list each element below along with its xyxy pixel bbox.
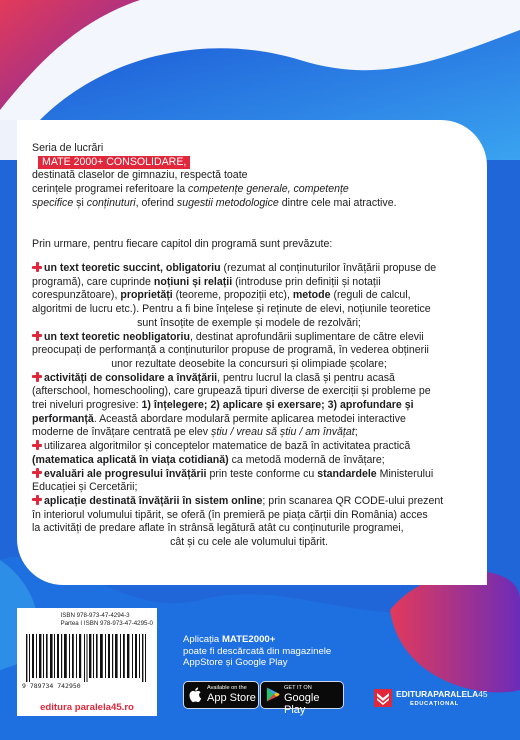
- item-text: corespunzătoare),: [32, 289, 121, 302]
- series-description: [32, 142, 484, 211]
- series-text: , oferind: [135, 196, 177, 209]
- app-name: MATE2000+: [221, 634, 276, 645]
- item-bold: performanță: [32, 412, 94, 425]
- store-caption: Available on the: [207, 685, 247, 691]
- item-text: ca metodă modernă de învățare;: [228, 453, 385, 466]
- app-info-text: poate fi descărcată din magazinele: [183, 645, 332, 657]
- google-play-icon: [266, 686, 280, 703]
- app-info-text: Aplicația: [183, 634, 222, 645]
- item-text: preocupați de performanță a conținuturilor propuse de programă, în vederea obținerii: [32, 344, 429, 357]
- series-italic: sugestii metodologice: [176, 196, 279, 209]
- google-play-button[interactable]: [260, 681, 344, 716]
- series-line-3: destinată claselor de gimnaziu, respectă toate: [32, 169, 248, 182]
- item-text: (afterschool, homeschooling), care grupează tipuri diverse de exerciții și probleme pe: [32, 385, 431, 398]
- item-text: . Această abordare modulară permite aplicarea metodei interactive: [93, 412, 406, 425]
- item-bold: un text teoretic neobligatoriu: [44, 330, 190, 343]
- list-item: [32, 331, 484, 372]
- item-bold: un text teoretic succint, obligatoriu: [44, 262, 221, 274]
- list-item: [32, 468, 484, 495]
- plus-icon: [32, 468, 42, 478]
- publisher-name-part: PARALELA: [433, 689, 479, 699]
- item-italic: știu / vreau să știu / am învățat: [211, 426, 355, 439]
- item-bold: metode: [292, 289, 331, 302]
- item-text: moderne de învățare centrată pe elev: [32, 426, 212, 439]
- item-text: sunt însoțite de exemple și modele de rezolvări;: [137, 316, 361, 329]
- plus-icon: [32, 372, 42, 382]
- item-text: trei niveluri progresive:: [32, 399, 142, 412]
- item-bold: (matematica aplicată în viața cotidiană): [32, 453, 229, 466]
- item-text: ;: [354, 426, 358, 439]
- item-text: utilizarea algoritmilor și conceptelor matematice de bază în activitatea practică: [44, 440, 411, 453]
- isbn-text: [60, 612, 153, 627]
- series-italic: specifice: [32, 196, 74, 209]
- publisher-subtitle: EDUCAȚIONAL: [410, 701, 459, 707]
- publisher-name-part: 45: [478, 689, 488, 699]
- isbn-box: [17, 608, 157, 701]
- item-text: în interiorul volumului tipărit, se oferă (în premieră pe piața cărții din România) acces: [32, 508, 428, 521]
- intro-text: Prin urmare, pentru fiecare capitol din programă sunt prevăzute:: [32, 238, 333, 250]
- list-item: [32, 372, 484, 441]
- barcode-digits: 9 789734 742950: [22, 682, 81, 690]
- isbn-line: Partea I ISBN 978-973-47-4295-0: [60, 619, 153, 627]
- plus-icon: [32, 440, 42, 450]
- item-text: la activități de predare aflate în strânsă legătură atât cu conținuturile programei,: [32, 522, 404, 535]
- app-info: [183, 634, 331, 669]
- store-name: Google Play: [284, 692, 320, 716]
- item-text: Educației și Cercetării;: [32, 481, 138, 494]
- publisher-logo-icon: [374, 689, 392, 707]
- item-text: unor rezultate deosebite la concursuri și olimpiade școlare;: [111, 357, 387, 370]
- app-info-text: AppStore și Google Play: [183, 657, 288, 669]
- item-text: (rezumat al conținuturilor învățării propuse de: [220, 262, 437, 274]
- list-item: [32, 495, 484, 550]
- item-text: (introduse prin definiții și notații: [232, 275, 381, 288]
- item-text: , destinat aprofundării suplimentare de către elevii: [189, 330, 424, 343]
- item-text: (teoreme, propoziții etc),: [172, 289, 293, 302]
- website-link[interactable]: editura paralela45.ro: [17, 700, 157, 716]
- item-text: algoritmi de lucru etc.). Pentru a fi bine înțelese și reținute de elevi, noțiunile teoretice: [32, 303, 431, 316]
- item-bold: 1) înțelegere; 2) aplicare și exersare; 3) aprofundare și: [141, 399, 414, 412]
- isbn-line: ISBN 978-973-47-4294-3: [60, 612, 130, 619]
- publisher-name-part: EDITURA: [396, 689, 434, 699]
- item-bold: aplicație destinată învățării în sistem online: [44, 494, 263, 507]
- item-bold: proprietăți: [120, 289, 173, 302]
- feature-list: [32, 262, 484, 550]
- list-item: [32, 262, 484, 331]
- plus-icon: [32, 331, 42, 341]
- store-name: App Store: [207, 692, 256, 704]
- plus-icon: [32, 495, 42, 505]
- series-badge: MATE 2000+ CONSOLIDARE,: [38, 156, 190, 170]
- apple-icon: [189, 686, 203, 703]
- app-store-button[interactable]: [183, 681, 259, 709]
- item-text: prin teste conforme cu: [206, 467, 318, 480]
- item-text: Ministerului: [376, 467, 434, 480]
- item-bold: standardele: [317, 467, 377, 480]
- series-text: și: [73, 196, 87, 209]
- item-bold: evaluări ale progresului învățării: [44, 467, 207, 480]
- item-text: (reguli de calcul,: [330, 289, 411, 302]
- series-text: cerințele programei referitoare la: [32, 183, 189, 196]
- item-text: programă), care cuprinde: [32, 275, 154, 288]
- series-text: dintre cele mai atractive.: [278, 196, 397, 209]
- store-caption: GET IT ON: [284, 685, 312, 691]
- item-text: , pentru lucrul la clasă și pentru acasă: [217, 371, 395, 384]
- plus-icon: [32, 262, 42, 272]
- list-item: [32, 440, 484, 467]
- item-bold: noțiuni și relații: [153, 275, 233, 288]
- item-bold: activități de consolidare a învățării: [44, 371, 218, 384]
- series-line-1: Seria de lucrări: [32, 142, 104, 154]
- item-text: cât și cu cele ale volumului tipărit.: [170, 536, 328, 549]
- series-italic: competențe generale, competențe: [188, 183, 349, 196]
- series-italic: conținuturi: [86, 196, 136, 209]
- item-text: ; prin scanarea QR CODE-ului prezent: [262, 494, 444, 507]
- publisher-name: [396, 690, 488, 699]
- barcode: [22, 634, 152, 682]
